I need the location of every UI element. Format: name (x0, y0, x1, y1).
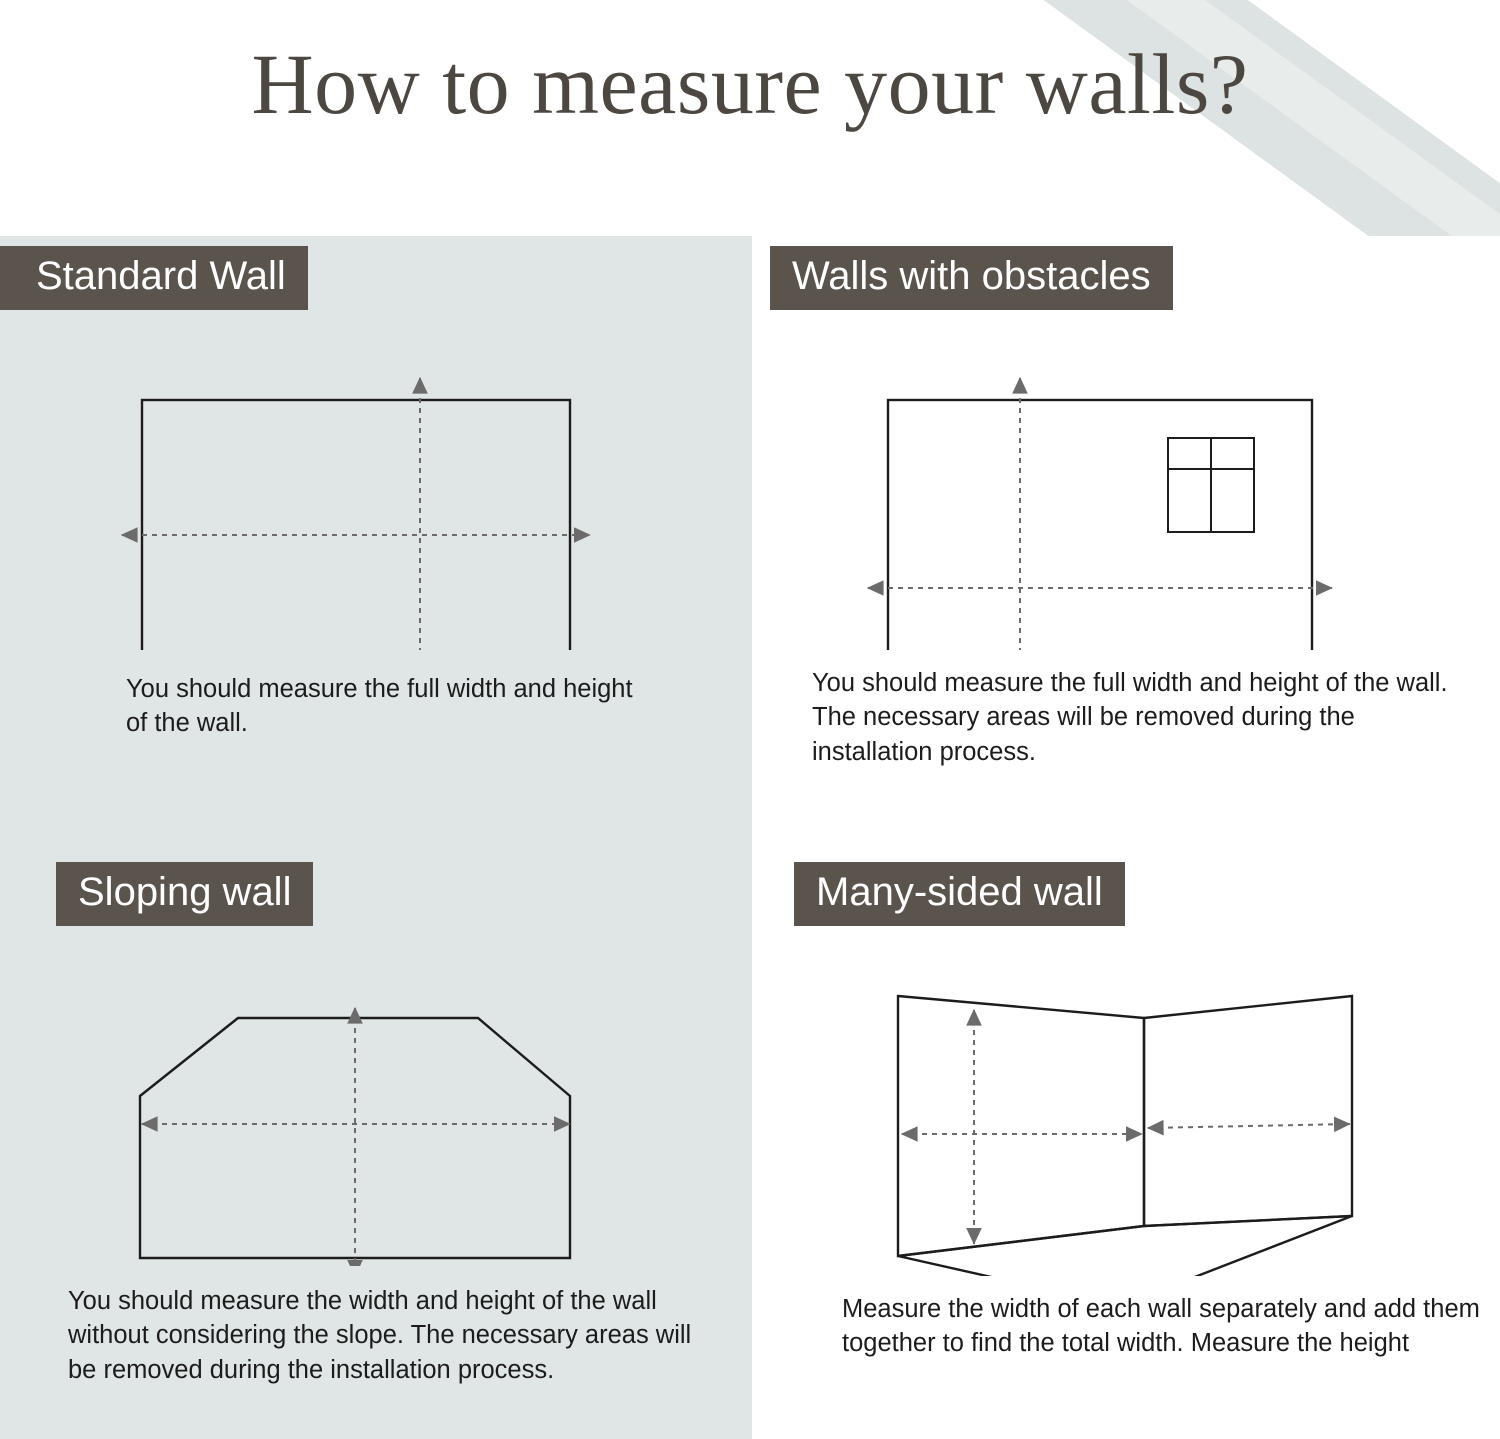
section-title-sloping-wall: Sloping wall (56, 862, 313, 926)
section-sloping-wall (0, 862, 752, 1387)
section-title-many-sided-wall: Many-sided wall (794, 862, 1125, 926)
figure-sloping-wall (0, 926, 700, 1266)
page-title: How to measure your walls? (251, 36, 1249, 132)
window-obstacle (1168, 438, 1254, 532)
section-walls-with-obstacles (752, 246, 1500, 769)
figure-walls-with-obstacles (752, 310, 1492, 650)
caption-standard-wall: You should measure the full width and height of the wall. (126, 675, 633, 738)
figure-standard-wall (0, 310, 700, 650)
caption-many-sided-wall: Measure the width of each wall separately and add them together to find the total width. Measure the height (842, 1295, 1480, 1358)
section-title-standard-wall: Standard Wall (0, 246, 308, 310)
section-standard-wall (0, 246, 752, 741)
caption-walls-with-obstacles: You should measure the full width and height of the wall. The necessary areas will be removed during the installation process. (812, 669, 1448, 766)
section-title-walls-with-obstacles: Walls with obstacles (770, 246, 1173, 310)
section-many-sided-wall (752, 862, 1500, 1361)
caption-sloping-wall: You should measure the width and height of the wall without considering the slope. The necessary areas will be removed during the installation process. (68, 1287, 692, 1384)
figure-many-sided-wall (752, 926, 1492, 1276)
